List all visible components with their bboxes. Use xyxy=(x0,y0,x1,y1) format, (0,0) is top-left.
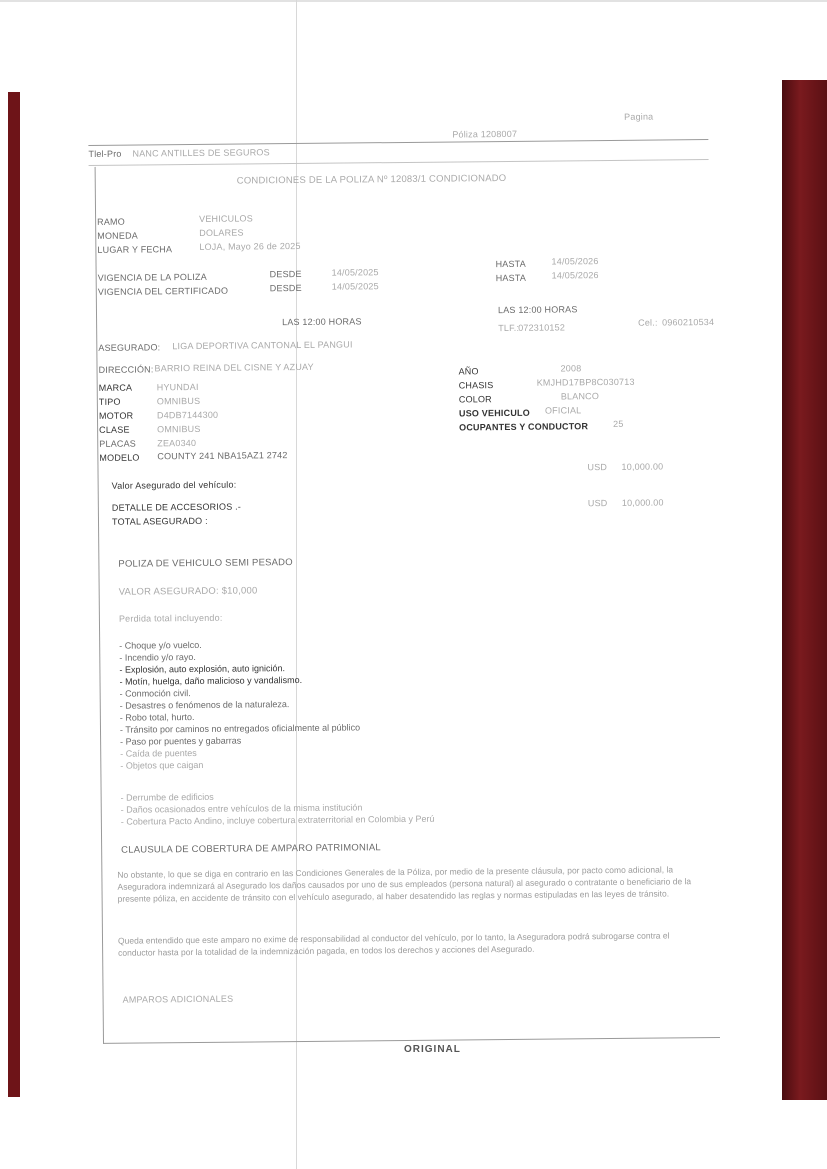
clase-label: CLASE xyxy=(99,424,130,435)
vigencia-poliza-label: VIGENCIA DE LA POLIZA xyxy=(97,271,207,283)
total-label: TOTAL ASEGURADO : xyxy=(111,515,208,527)
coverage-item: - Robo total, hurto. xyxy=(119,712,195,723)
lugar-label: LUGAR Y FECHA xyxy=(97,244,173,255)
coverage-extra-item: - Daños ocasionados entre vehículos de la misma institución xyxy=(120,802,363,815)
ramo-value: VEHICULOS xyxy=(199,213,253,224)
chasis-label: CHASIS xyxy=(458,380,494,391)
header-tel: Tlel-Pro xyxy=(88,148,122,159)
coverage-item: - Motín, huelga, daño malicioso y vandalismo. xyxy=(119,674,303,687)
direccion-value: BARRIO REINA DEL CISNE Y AZUAY xyxy=(154,361,314,374)
document-title: CONDICIONES DE LA POLIZA Nº 12083/1 CONDICIONADO xyxy=(236,172,507,187)
coverage-extra-item: - Derrumbe de edificios xyxy=(120,791,214,803)
motor-label: MOTOR xyxy=(98,410,134,421)
coverage-item: - Tránsito por caminos no entregados oficialmente al público xyxy=(119,722,361,735)
original-stamp: ORIGINAL xyxy=(404,1044,461,1055)
coverage-item: - Explosión, auto explosión, auto ignición. xyxy=(119,663,286,675)
cel-label: Cel.: xyxy=(638,317,658,328)
asegurado-label: ASEGURADO: xyxy=(98,342,161,353)
asegurado-value: LIGA DEPORTIVA CANTONAL EL PANGUI xyxy=(172,339,353,352)
clausula-paragraph-2: Queda entendido que este amparo no exime de responsabilidad al conductor del vehículo, por lo tanto, la Aseguradora podrá subrogarse contra el conductor hasta por la totalidad de la indemnización pagada, en todos los derechos y acciones del Asegurado. xyxy=(117,930,670,958)
policy-document xyxy=(88,99,725,1050)
header-company: NANC ANTILLES DE SEGUROS xyxy=(132,147,270,159)
accesorios-label: DETALLE DE ACCESORIOS .- xyxy=(111,501,242,513)
ocupantes-value: 25 xyxy=(613,418,624,429)
uso-value: OFICIAL xyxy=(544,405,582,416)
color-label: COLOR xyxy=(458,394,492,405)
coverage-item: - Caída de puentes xyxy=(120,747,197,759)
clausula-paragraph-1: No obstante, lo que se diga en contrario en las Condiciones Generales de la Póliza, por medio de la presente cláusula, por pacto como adicional, la Aseguradora indemnizará al Asegurado los daños causados por uno de sus empleados (persona natural) al asegurado o contratante o beneficiario de la presente póliza, en accidente de tránsito con el vehículo asegurado, al haber desatendido las reglas y normas estipuladas en las leyes de tránsito. xyxy=(117,864,692,904)
valor-currency: USD xyxy=(587,462,608,473)
tlf-value: 072310152 xyxy=(518,322,566,333)
anio-value: 2008 xyxy=(560,363,582,374)
placas-value: ZEA0340 xyxy=(157,437,197,449)
coverage-item: - Choque y/o vuelco. xyxy=(119,639,202,651)
hasta-date-1: 14/05/2026 xyxy=(551,256,599,267)
scan-left-edge xyxy=(8,92,20,1097)
motor-value: D4DB7144300 xyxy=(156,409,219,421)
desde-date-1: 14/05/2025 xyxy=(331,267,379,278)
horas-1: LAS 12:00 HORAS xyxy=(282,316,362,328)
color-value: BLANCO xyxy=(560,391,600,402)
direccion-label: DIRECCIÓN: xyxy=(98,364,154,375)
tipo-label: TIPO xyxy=(98,396,121,407)
modelo-value: COUNTY 241 NBA15AZ1 2742 xyxy=(157,450,288,462)
placas-label: PLACAS xyxy=(99,438,137,449)
ramo-label: RAMO xyxy=(97,216,125,227)
marca-value: HYUNDAI xyxy=(156,381,199,393)
coverage-item: - Conmoción civil. xyxy=(119,688,191,699)
desde-date-2: 14/05/2025 xyxy=(331,281,379,292)
ocupantes-label: OCUPANTES Y CONDUCTOR xyxy=(459,421,589,433)
anio-label: AÑO xyxy=(458,366,479,377)
hasta-label-1: HASTA xyxy=(495,258,526,270)
scan-right-edge xyxy=(782,80,827,1100)
clausula-title: CLAUSULA DE COBERTURA DE AMPARO PATRIMONIAL xyxy=(121,842,381,856)
marca-label: MARCA xyxy=(98,382,133,393)
coverage-title: POLIZA DE VEHICULO SEMI PESADO xyxy=(118,557,293,570)
valor-amount: 10,000.00 xyxy=(621,461,664,472)
header-rule xyxy=(88,139,708,146)
hasta-date-2: 14/05/2026 xyxy=(551,270,599,281)
coverage-item: - Incendio y/o rayo. xyxy=(119,651,196,663)
amparos-adicionales: AMPAROS ADICIONALES xyxy=(122,993,234,1005)
tipo-value: OMNIBUS xyxy=(156,395,201,407)
coverage-item: - Paso por puentes y gabarras xyxy=(120,735,242,747)
hasta-label-2: HASTA xyxy=(495,272,527,284)
valor-label: Valor Asegurado del vehículo: xyxy=(111,479,237,491)
chasis-value: KMJHD17BP8C030713 xyxy=(536,376,635,388)
coverage-valor: VALOR ASEGURADO: $10,000 xyxy=(118,585,258,598)
desde-label-2: DESDE xyxy=(269,282,302,294)
tlf-label: TLF.: xyxy=(498,322,520,334)
cel-value: 0960210534 xyxy=(662,316,715,328)
moneda-label: MONEDA xyxy=(97,230,139,241)
uso-label: USO VEHICULO xyxy=(458,407,530,419)
lugar-value: LOJA, Mayo 26 de 2025 xyxy=(199,240,301,252)
total-amount: 10,000.00 xyxy=(621,497,664,508)
coverage-item: - Desastres o fenómenos de la naturaleza. xyxy=(119,699,290,711)
modelo-label: MODELO xyxy=(99,452,140,463)
coverage-extra-item: - Cobertura Pacto Andino, incluye cobertura extraterritorial en Colombia y Perú xyxy=(120,813,435,827)
total-currency: USD xyxy=(587,498,608,509)
coverage-item: - Objetos que caigan xyxy=(120,759,204,771)
vigencia-certificado-label: VIGENCIA DEL CERTIFICADO xyxy=(97,285,229,297)
header-pagina: Pagina xyxy=(624,111,654,122)
desde-label-1: DESDE xyxy=(269,268,302,280)
scan-top-edge xyxy=(0,0,827,2)
moneda-value: DOLARES xyxy=(199,227,244,238)
clase-value: OMNIBUS xyxy=(157,423,201,435)
coverage-perdida: Perdida total incluyendo: xyxy=(118,612,223,624)
header-poliza: Póliza 1208007 xyxy=(452,128,518,140)
horas-2: LAS 12:00 HORAS xyxy=(497,304,578,316)
